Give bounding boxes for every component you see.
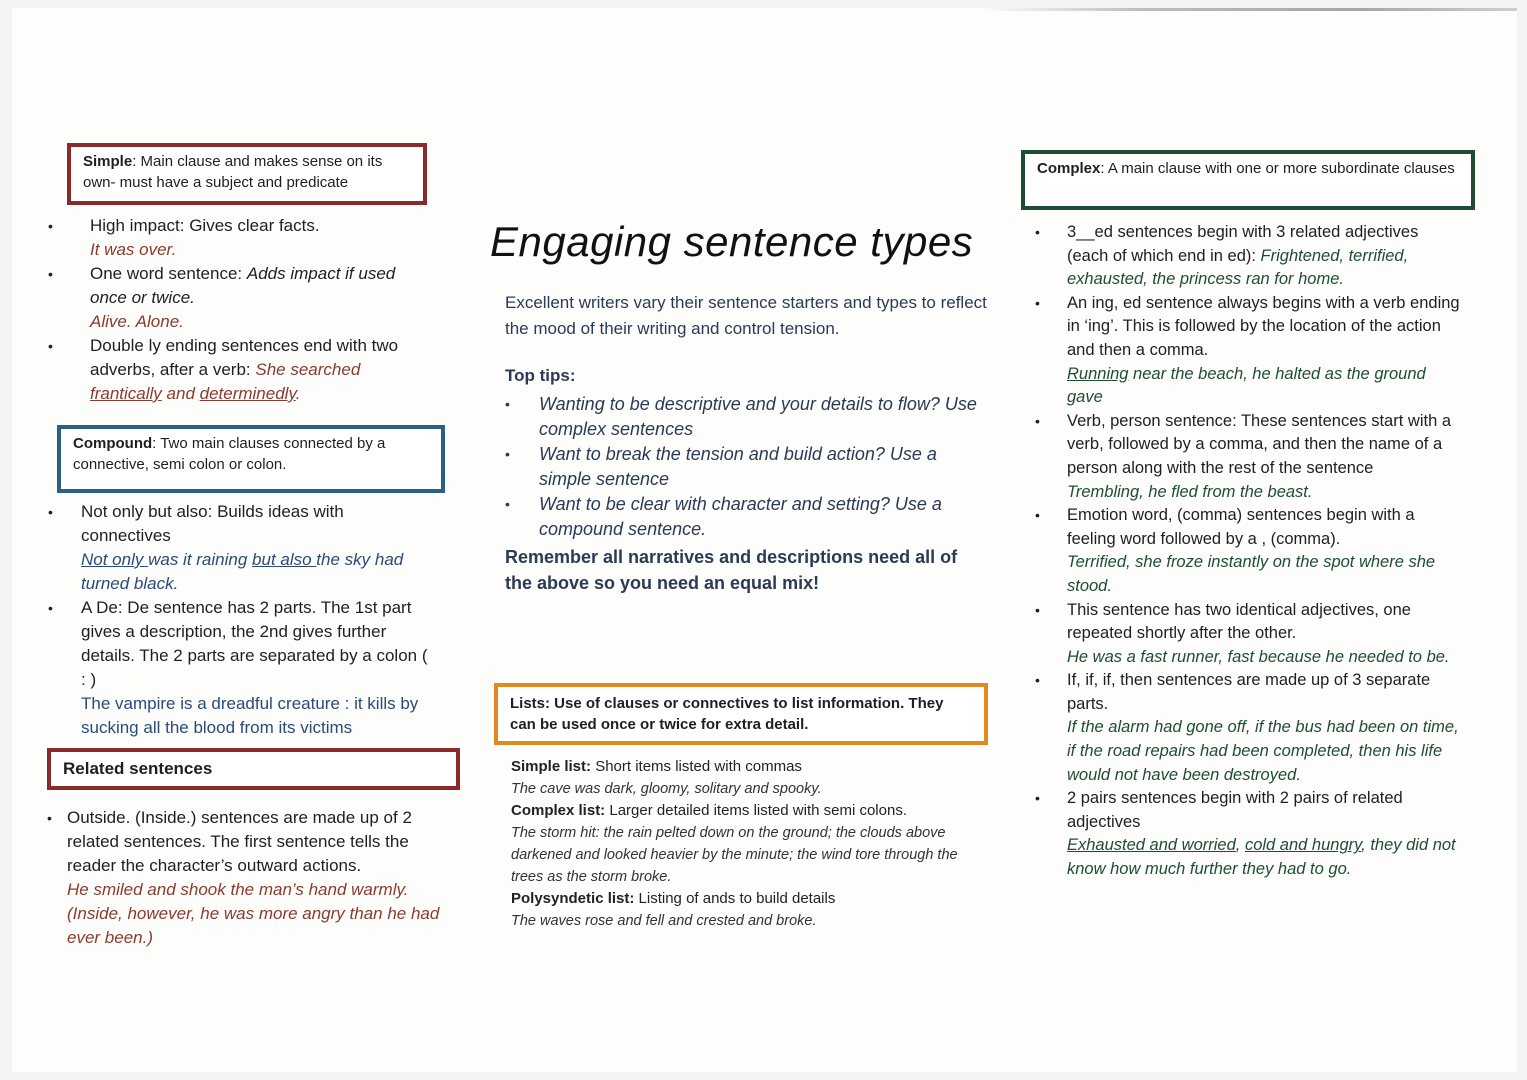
item-label: A De: De sentence has 2 parts. The 1st part gives a description, the 2nd gives further details. The 2 parts are separated by a colon ( : ) — [81, 598, 428, 689]
item-label: High impact: Gives clear facts. — [90, 216, 320, 235]
list-example: The waves rose and fell and crested and broke. — [511, 913, 817, 929]
list-item: • Emotion word, (comma) sentences begin with a feeling word followed by a , (comma). Terrified, she froze instantly on the spot where she stood. — [1067, 504, 1462, 598]
item-label: Double ly ending sentences end with two adverbs, after a verb: — [90, 336, 399, 379]
item-label: One word sentence: — [90, 264, 247, 283]
list-type-entry: Simple list: Short items listed with commas The cave was dark, gloomy, solitary and spooky. — [511, 756, 981, 800]
list-item: • One word sentence: Adds impact if used once or twice. Alive. Alone. — [90, 262, 435, 334]
list-item: • 3__ed sentences begin with 3 related adjectives (each of which end in ed): Frightened, terrified, exhausted, the princess ran for home. — [1035, 223, 1419, 289]
item-example: Trembling, he fled from the beast. — [1067, 482, 1313, 501]
list-item: • Double ly ending sentences end with two adverbs, after a verb: She searched frantically and determinedly. — [48, 336, 399, 403]
item-example: Not only was it raining but also the sky had turned black. — [81, 550, 404, 593]
list-item: • High impact: Gives clear facts. It was over. — [90, 214, 435, 262]
complex-term: Complex — [1037, 160, 1101, 177]
list-item: • Wanting to be descriptive and your details to flow? Use complex sentences — [505, 394, 977, 439]
item-label: 2 pairs sentences begin with 2 pairs of related adjectives — [1067, 789, 1403, 831]
item-example-underlined: determinedly — [199, 384, 296, 403]
simple-list — [48, 214, 435, 406]
compound-definition-box — [57, 425, 445, 493]
lists-definition-box — [494, 683, 988, 745]
item-label: 3__ed sentences begin with 3 related adjectives (each of which end in ed): — [1067, 223, 1419, 265]
item-label: Outside. (Inside.) sentences are made up of 2 related sentences. The first sentence tells the reader the character’s outward actions. — [67, 808, 412, 875]
related-heading-box — [47, 748, 460, 790]
remember-note: Remember all narratives and descriptions need all of the above so you need an equal mix! — [505, 547, 958, 593]
related-term: Related sentences — [63, 759, 213, 778]
list-item: • Not only but also: Builds ideas with connectives Not only was it raining but also the sky had turned black. — [81, 500, 431, 596]
complex-definition-box — [1021, 150, 1475, 210]
item-example: If the alarm had gone off, if the bus had been on time, if the road repairs had been completed, then his life would not have been destroyed. — [1067, 718, 1459, 784]
related-list — [47, 806, 442, 950]
simple-term: Simple — [83, 153, 133, 170]
list-example: The storm hit: the rain pelted down on the ground; the clouds above darkened and looked heavier by the minute; the wind tore through the trees as the storm broke. — [511, 825, 958, 885]
item-label: Verb, person sentence: These sentences start with a verb, followed by a comma, and then the name of a person along with the rest of the sentence — [1067, 411, 1452, 477]
compound-list — [48, 500, 431, 740]
complex-list — [1035, 221, 1462, 882]
lists-section — [511, 756, 981, 932]
list-type-entry: Complex list: Larger detailed items listed with semi colons. The storm hit: the rain pelted down on the ground; the clouds above darkened and looked heavier by the minute; the wind tore through the trees as the storm broke. — [511, 800, 981, 888]
item-label: Emotion word, (comma) sentences begin with a feeling word followed by a , (comma). — [1067, 506, 1415, 548]
item-example: Running near the beach, he halted as the ground gave — [1067, 364, 1426, 407]
lists-definition: Lists: Use of clauses or connectives to list information. They can be used once or twice for extra detail. — [510, 695, 944, 733]
intro-text: Excellent writers vary their sentence starters and types to reflect the mood of their writing and control tension. — [505, 293, 987, 338]
item-label: If, if, if, then sentences are made up of 3 separate parts. — [1067, 671, 1431, 713]
item-example: She searched — [255, 360, 361, 379]
compound-term: Compound — [73, 435, 153, 452]
item-label: This sentence has two identical adjectives, one repeated shortly after the other. — [1067, 600, 1411, 643]
compound-definition: : Two main clauses connected by a connective, semi colon or colon. — [73, 435, 386, 473]
top-tips-heading: Top tips: — [505, 366, 576, 385]
item-example: He was a fast runner, fast because he needed to be. — [1067, 647, 1450, 666]
scan-edge-mark — [980, 8, 1517, 11]
list-item: • Want to be clear with character and setting? Use a compound sentence. — [505, 494, 942, 539]
item-label-italic: Adds impact if used once or twice. — [90, 264, 396, 307]
item-example: Frightened, terrified, exhausted, the princess ran for home. — [1067, 246, 1409, 289]
list-item: • If, if, if, then sentences are made up of 3 separate parts. If the alarm had gone off, if the bus had been on time, if the road repairs had been completed, then his life would not have been destroyed. — [1067, 669, 1462, 787]
list-example: The cave was dark, gloomy, solitary and spooky. — [511, 781, 822, 797]
simple-definition-box — [67, 143, 427, 205]
complex-definition: : A main clause with one or more subordinate clauses — [1100, 160, 1455, 177]
item-example: and — [161, 384, 200, 403]
list-item: • An ing, ed sentence always begins with a verb ending in ‘ing’. This is followed by the location of the action and then a comma. Running near the beach, he halted as the ground gave — [1067, 292, 1462, 410]
list-item: • Outside. (Inside.) sentences are made up of 2 related sentences. The first sentence tells the reader the character’s outward actions. He smiled and shook the man’s hand warmly. (Inside, however, he was more angry than he had ever been.) — [67, 806, 442, 950]
page-title: Engaging sentence types — [490, 218, 974, 265]
item-example: It was over. — [90, 240, 177, 259]
simple-definition: : Main clause and makes sense on its own- must have a subject and predicate — [83, 153, 383, 191]
top-tips-list — [505, 392, 985, 542]
item-example-underlined: frantically — [90, 384, 162, 403]
list-item: • 2 pairs sentences begin with 2 pairs of related adjectives Exhausted and worried, cold and hungry, they did not know how much further they had to go. — [1067, 787, 1462, 881]
list-item: • Want to break the tension and build action? Use a simple sentence — [505, 444, 937, 489]
item-example: The vampire is a dreadful creature : it kills by sucking all the blood from its victims — [81, 694, 419, 737]
list-item: • This sentence has two identical adjectives, one repeated shortly after the other. He was a fast runner, fast because he needed to be. — [1067, 599, 1462, 670]
item-example: Terrified, she froze instantly on the spot where she stood. — [1067, 553, 1436, 595]
list-item: • Verb, person sentence: These sentences start with a verb, followed by a comma, and then the name of a person along with the rest of the sentence Trembling, he fled from the beast. — [1067, 410, 1462, 504]
item-label: Not only but also: Builds ideas with connectives — [81, 502, 344, 545]
item-example: Exhausted and worried, cold and hungry, they did not know how much further they had to go. — [1067, 836, 1456, 879]
list-item: • A De: De sentence has 2 parts. The 1st part gives a description, the 2nd gives further details. The 2 parts are separated by a colon ( : ) The vampire is a dreadful creature : it kills by sucking all the blood from its victims — [81, 596, 431, 740]
item-label: An ing, ed sentence always begins with a verb ending in ‘ing’. This is followed by the location of the action and then a comma. — [1067, 293, 1460, 359]
item-example: . — [295, 384, 301, 403]
item-example: He smiled and shook the man’s hand warmly. (Inside, however, he was more angry than he had ever been.) — [67, 880, 440, 947]
item-example: Alive. Alone. — [90, 312, 184, 331]
list-type-entry: Polysyndetic list: Listing of ands to build details The waves rose and fell and crested and broke. — [511, 888, 981, 932]
